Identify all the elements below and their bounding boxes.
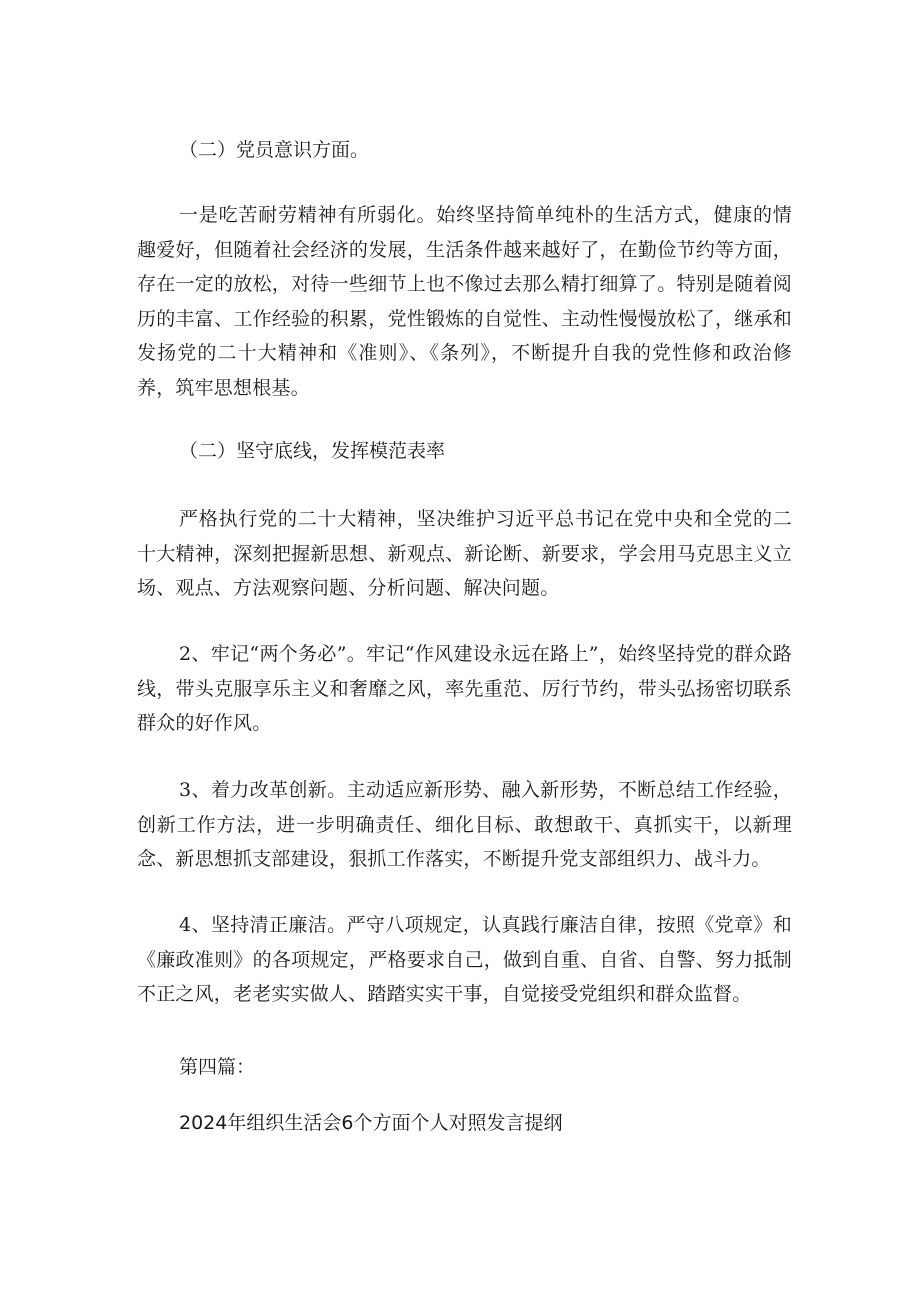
paragraph-integrity: 4、坚持清正廉洁。严守八项规定，认真践行廉洁自律，按照《党章》和《廉政准则》的各项规定，严格要求自己，做到自重、自省、自警、努力抵制不正之风，老老实实做人、踏踏实实干事，自觉接受党组织和群众监督。 [137, 914, 792, 1005]
paragraph-reform-innovation: 3、着力改革创新。主动适应新形势、融入新形势，不断总结工作经验，创新工作方法，进一步明确责任、细化目标、敢想敢干、真抓实干，以新理念、新思想抓支部建设，狠抓工作落实，不断提升党支部组织力、战斗力。 [137, 779, 792, 870]
chapter-label: 第四篇： [179, 1056, 256, 1078]
section-heading-bottom-line: （二）坚守底线，发挥模范表率 [179, 440, 446, 462]
paragraph-hardship-spirit: 一是吃苦耐劳精神有所弱化。始终坚持简单纯朴的生活方式，健康的情趣爱好，但随着社会经济的发展，生活条件越来越好了，在勤俭节约等方面，存在一定的放松，对待一些细节上也不像过去那么精打细算了。特别是随着阅历的丰富、工作经验的积累，党性锻炼的自觉性、主动性慢慢放松了，继承和发扬党的二十大精神和《准则》、《条列》，不断提升自我的党性修和政治修养，筑牢思想根基。 [137, 204, 792, 399]
paragraph-implement-spirit: 严格执行党的二十大精神，坚决维护习近平总书记在党中央和全党的二十大精神，深刻把握新思想、新观点、新论断、新要求，学会用马克思主义立场、观点、方法观察问题、分析问题、解决问题。 [137, 508, 792, 599]
chapter-title: 2024年组织生活会6个方面个人对照发言提纲 [179, 1112, 563, 1134]
section-heading-party-awareness: （二）党员意识方面。 [179, 139, 370, 161]
paragraph-two-musts: 2、牢记“两个务必”。牢记“作风建设永远在路上”，始终坚持党的群众路线，带头克服享乐主义和奢靡之风，率先重范、厉行节约，带头弘扬密切联系群众的好作风。 [137, 643, 792, 734]
